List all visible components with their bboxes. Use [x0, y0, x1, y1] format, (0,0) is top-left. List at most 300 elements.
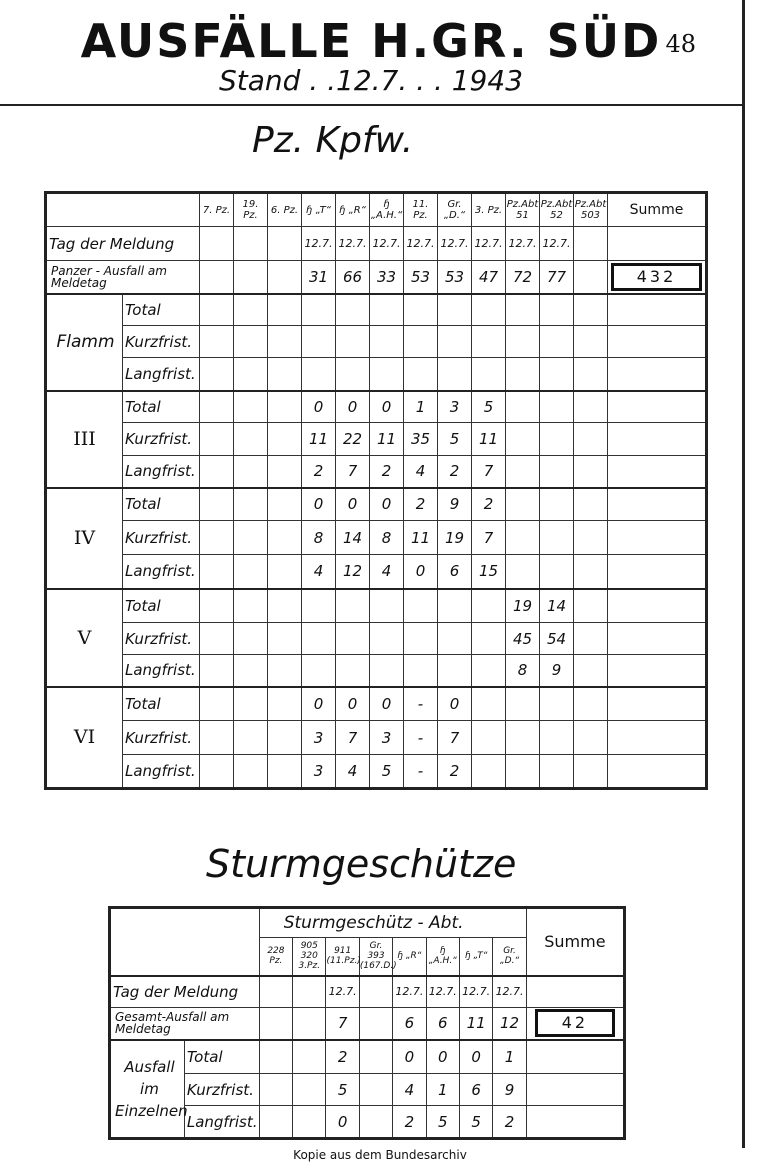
value-cell — [438, 623, 472, 655]
sub-label: Total — [123, 488, 200, 521]
group-label: V — [46, 589, 123, 687]
date-cell: 12.7. — [326, 976, 359, 1008]
column-header: 11. Pz. — [404, 193, 438, 227]
value-cell — [472, 294, 506, 326]
value-cell: 66 — [336, 261, 370, 294]
sum-cell — [526, 976, 624, 1008]
value-cell: 2 — [404, 488, 438, 521]
sturm-table — [108, 906, 626, 1140]
value-cell — [293, 1008, 326, 1040]
sub-label: Kurzfrist. — [123, 721, 200, 755]
value-cell: 0 — [459, 1040, 492, 1074]
value-cell: 3 — [302, 755, 336, 789]
sum-cell — [608, 555, 707, 589]
sub-label: Kurzfrist. — [184, 1074, 259, 1106]
value-cell — [336, 294, 370, 326]
value-cell — [574, 589, 608, 623]
value-cell — [268, 687, 302, 721]
value-cell — [234, 655, 268, 687]
value-cell — [234, 261, 268, 294]
report-date: Stand . .12.7. . . 1943 — [218, 64, 524, 97]
date-cell: 12.7. — [540, 227, 574, 261]
column-header: ɧ „R“ — [393, 938, 426, 976]
data-row — [46, 655, 707, 687]
value-cell: 47 — [472, 261, 506, 294]
value-cell: 5 — [459, 1106, 492, 1139]
value-cell — [302, 623, 336, 655]
value-cell: 0 — [404, 555, 438, 589]
value-cell — [472, 755, 506, 789]
value-cell — [370, 655, 404, 687]
document-title: AUSFÄLLE H.GR. SÜD — [80, 14, 662, 68]
value-cell — [200, 358, 234, 391]
value-cell — [268, 555, 302, 589]
value-cell: 9 — [493, 1074, 526, 1106]
value-cell: 19 — [506, 589, 540, 623]
value-cell: 0 — [426, 1040, 459, 1074]
value-cell — [359, 1074, 392, 1106]
value-cell — [259, 1106, 292, 1139]
date-cell — [574, 227, 608, 261]
value-cell: 0 — [336, 391, 370, 423]
value-cell — [200, 623, 234, 655]
value-cell — [574, 391, 608, 423]
value-cell — [336, 358, 370, 391]
value-cell — [438, 294, 472, 326]
value-cell: 4 — [336, 755, 370, 789]
column-header: ɧ „A.H.“ — [370, 193, 404, 227]
value-cell: - — [404, 687, 438, 721]
value-cell — [438, 358, 472, 391]
date-cell — [359, 976, 392, 1008]
value-cell — [574, 555, 608, 589]
date-cell — [234, 227, 268, 261]
value-cell — [234, 623, 268, 655]
value-cell — [574, 358, 608, 391]
value-cell — [200, 488, 234, 521]
value-cell — [370, 294, 404, 326]
value-cell: 7 — [472, 456, 506, 488]
value-cell — [506, 755, 540, 789]
data-row — [46, 326, 707, 358]
value-cell — [359, 1008, 392, 1040]
column-header: Pz.Abt 52 — [540, 193, 574, 227]
sub-label: Langfrist. — [184, 1106, 259, 1139]
value-cell — [293, 1074, 326, 1106]
sub-label: Total — [123, 294, 200, 326]
value-cell: 11 — [472, 423, 506, 456]
value-cell: 4 — [302, 555, 336, 589]
value-cell: - — [404, 721, 438, 755]
row-label: Tag der Meldung — [46, 227, 200, 261]
date-cell: 12.7. — [393, 976, 426, 1008]
value-cell — [293, 1106, 326, 1139]
value-cell — [234, 687, 268, 721]
sub-label: Kurzfrist. — [123, 326, 200, 358]
value-cell: 11 — [302, 423, 336, 456]
value-cell: 3 — [438, 391, 472, 423]
sum-cell — [526, 1074, 624, 1106]
value-cell — [200, 687, 234, 721]
value-cell: 0 — [326, 1106, 359, 1139]
value-cell — [472, 721, 506, 755]
value-cell — [200, 423, 234, 456]
value-cell — [404, 326, 438, 358]
value-cell: 8 — [370, 521, 404, 555]
data-row — [46, 687, 707, 721]
value-cell: 7 — [472, 521, 506, 555]
value-cell — [472, 589, 506, 623]
date-cell: 12.7. — [472, 227, 506, 261]
value-cell — [268, 623, 302, 655]
value-cell — [540, 358, 574, 391]
value-cell — [359, 1040, 392, 1074]
value-cell: 8 — [302, 521, 336, 555]
panzer-heading: Pz. Kpfw. — [252, 120, 414, 161]
value-cell: - — [404, 755, 438, 789]
value-cell — [506, 391, 540, 423]
panzer-table — [44, 191, 708, 790]
value-cell — [268, 294, 302, 326]
date-cell: 12.7. — [506, 227, 540, 261]
value-cell — [540, 488, 574, 521]
date-cell: 12.7. — [459, 976, 492, 1008]
value-cell — [404, 655, 438, 687]
value-cell — [336, 326, 370, 358]
value-cell: 15 — [472, 555, 506, 589]
sub-label: Total — [184, 1040, 259, 1074]
value-cell: 11 — [459, 1008, 492, 1040]
value-cell — [268, 456, 302, 488]
column-header: Pz.Abt 51 — [506, 193, 540, 227]
row-label: Panzer - Ausfall am Meldetag — [46, 261, 200, 294]
sum-cell — [608, 687, 707, 721]
value-cell: 31 — [302, 261, 336, 294]
value-cell — [472, 655, 506, 687]
sum-cell — [608, 721, 707, 755]
value-cell — [472, 326, 506, 358]
value-cell: 0 — [336, 488, 370, 521]
date-cell — [259, 976, 292, 1008]
sub-label: Langfrist. — [123, 555, 200, 589]
sum-cell — [608, 589, 707, 623]
sum-header: Summe — [526, 908, 624, 976]
corner-cell — [110, 908, 260, 976]
value-cell: 9 — [540, 655, 574, 687]
value-cell — [268, 589, 302, 623]
value-cell — [574, 721, 608, 755]
value-cell: 12 — [493, 1008, 526, 1040]
value-cell: 54 — [540, 623, 574, 655]
sub-label: Total — [123, 687, 200, 721]
sum-cell — [608, 391, 707, 423]
row-label: Tag der Meldung — [110, 976, 260, 1008]
value-cell — [200, 294, 234, 326]
value-cell — [506, 521, 540, 555]
date-cell: 12.7. — [493, 976, 526, 1008]
value-cell: 4 — [370, 555, 404, 589]
sub-label: Total — [123, 391, 200, 423]
value-cell: 53 — [404, 261, 438, 294]
value-cell: 0 — [370, 687, 404, 721]
value-cell — [540, 326, 574, 358]
value-cell: 7 — [336, 456, 370, 488]
value-cell — [574, 456, 608, 488]
value-cell — [540, 521, 574, 555]
value-cell: 2 — [493, 1106, 526, 1139]
sub-label: Langfrist. — [123, 655, 200, 687]
sum-cell — [608, 456, 707, 488]
value-cell — [370, 589, 404, 623]
value-cell — [574, 326, 608, 358]
value-cell — [268, 488, 302, 521]
date-cell: 12.7. — [302, 227, 336, 261]
value-cell — [200, 326, 234, 358]
value-cell — [302, 294, 336, 326]
ausfall-row — [46, 261, 707, 294]
column-header: 905 320 3.Pz. — [293, 938, 326, 976]
value-cell — [200, 261, 234, 294]
value-cell: 33 — [370, 261, 404, 294]
data-row — [46, 358, 707, 391]
column-header: 19. Pz. — [234, 193, 268, 227]
value-cell — [200, 655, 234, 687]
sum-cell — [608, 655, 707, 687]
value-cell — [234, 721, 268, 755]
value-cell: 2 — [326, 1040, 359, 1074]
value-cell — [302, 589, 336, 623]
data-row — [46, 423, 707, 456]
sum-cell — [526, 1040, 624, 1074]
sum-cell — [608, 755, 707, 789]
value-cell — [234, 555, 268, 589]
data-row — [46, 623, 707, 655]
sum-cell — [526, 1106, 624, 1139]
value-cell — [259, 1008, 292, 1040]
value-cell: 9 — [438, 488, 472, 521]
value-cell — [404, 623, 438, 655]
column-header: ɧ „T“ — [302, 193, 336, 227]
group-label: IV — [46, 488, 123, 589]
value-cell — [200, 755, 234, 789]
value-cell — [268, 423, 302, 456]
archive-footer: Kopie aus dem Bundesarchiv — [0, 1148, 760, 1162]
value-cell: 0 — [302, 488, 336, 521]
data-row — [46, 456, 707, 488]
value-cell: 0 — [302, 391, 336, 423]
value-cell — [404, 589, 438, 623]
value-cell: 2 — [438, 755, 472, 789]
column-header: ɧ „R“ — [336, 193, 370, 227]
value-cell — [302, 326, 336, 358]
value-cell — [574, 687, 608, 721]
value-cell — [506, 456, 540, 488]
data-row — [46, 555, 707, 589]
date-cell: 12.7. — [426, 976, 459, 1008]
value-cell: 0 — [438, 687, 472, 721]
value-cell — [540, 294, 574, 326]
value-cell: 0 — [393, 1040, 426, 1074]
value-cell: 1 — [404, 391, 438, 423]
value-cell: 3 — [370, 721, 404, 755]
sub-label: Langfrist. — [123, 456, 200, 488]
date-cell — [200, 227, 234, 261]
value-cell — [404, 294, 438, 326]
sum-cell — [608, 623, 707, 655]
date-cell — [293, 976, 326, 1008]
sum-cell — [608, 326, 707, 358]
value-cell — [404, 358, 438, 391]
value-cell — [540, 555, 574, 589]
sum-cell — [526, 1008, 624, 1040]
value-cell: 0 — [336, 687, 370, 721]
header-divider — [0, 104, 742, 106]
value-cell — [234, 589, 268, 623]
value-cell — [302, 358, 336, 391]
column-header: Gr. „D.“ — [438, 193, 472, 227]
value-cell — [540, 423, 574, 456]
value-cell: 0 — [370, 488, 404, 521]
value-cell — [574, 623, 608, 655]
value-cell — [540, 687, 574, 721]
sub-label: Kurzfrist. — [123, 623, 200, 655]
value-cell: 2 — [302, 456, 336, 488]
value-cell — [234, 456, 268, 488]
value-cell — [234, 294, 268, 326]
value-cell — [574, 755, 608, 789]
value-cell — [540, 456, 574, 488]
sum-cell — [608, 261, 707, 294]
value-cell — [472, 358, 506, 391]
data-row — [46, 521, 707, 555]
value-cell — [574, 488, 608, 521]
group-label: Ausfall im Einzelnen — [110, 1040, 185, 1139]
value-cell — [574, 423, 608, 456]
value-cell — [574, 521, 608, 555]
value-cell — [234, 521, 268, 555]
value-cell — [438, 655, 472, 687]
sum-cell — [608, 358, 707, 391]
sum-cell — [608, 227, 707, 261]
value-cell — [370, 623, 404, 655]
value-cell: 2 — [370, 456, 404, 488]
value-cell — [506, 358, 540, 391]
tag-row — [46, 227, 707, 261]
value-cell: 7 — [326, 1008, 359, 1040]
date-cell: 12.7. — [438, 227, 472, 261]
value-cell: 14 — [540, 589, 574, 623]
value-cell: 5 — [438, 423, 472, 456]
data-row — [110, 1040, 625, 1074]
sub-label: Kurzfrist. — [123, 423, 200, 456]
value-cell — [200, 589, 234, 623]
sub-label: Kurzfrist. — [123, 521, 200, 555]
value-cell — [200, 391, 234, 423]
value-cell — [574, 655, 608, 687]
value-cell — [268, 755, 302, 789]
sum-cell — [608, 488, 707, 521]
value-cell — [506, 555, 540, 589]
value-cell — [574, 294, 608, 326]
value-cell: 35 — [404, 423, 438, 456]
value-cell — [268, 326, 302, 358]
value-cell: 22 — [336, 423, 370, 456]
value-cell — [506, 721, 540, 755]
value-cell — [506, 326, 540, 358]
value-cell: 5 — [370, 755, 404, 789]
value-cell — [200, 555, 234, 589]
value-cell: 77 — [540, 261, 574, 294]
value-cell: 53 — [438, 261, 472, 294]
value-cell — [268, 261, 302, 294]
value-cell: 12 — [336, 555, 370, 589]
value-cell: 2 — [472, 488, 506, 521]
column-header: Pz.Abt 503 — [574, 193, 608, 227]
value-cell: 8 — [506, 655, 540, 687]
date-cell: 12.7. — [404, 227, 438, 261]
value-cell — [268, 391, 302, 423]
value-cell — [268, 721, 302, 755]
date-cell — [268, 227, 302, 261]
value-cell — [540, 721, 574, 755]
corner-cell — [46, 193, 200, 227]
column-header: ɧ „T“ — [459, 938, 492, 976]
value-cell — [506, 488, 540, 521]
value-cell: 0 — [370, 391, 404, 423]
value-cell — [472, 623, 506, 655]
sum-cell — [608, 521, 707, 555]
value-cell: 11 — [404, 521, 438, 555]
date-cell: 12.7. — [370, 227, 404, 261]
tag-row — [110, 976, 625, 1008]
value-cell: 4 — [393, 1074, 426, 1106]
column-header: 911 (11.Pz.) — [326, 938, 359, 976]
value-cell — [234, 358, 268, 391]
data-row — [46, 755, 707, 789]
row-label: Gesamt-Ausfall am Meldetag — [110, 1008, 260, 1040]
data-row — [46, 721, 707, 755]
value-cell — [540, 755, 574, 789]
value-cell: 7 — [336, 721, 370, 755]
group-label: III — [46, 391, 123, 488]
value-cell — [259, 1074, 292, 1106]
sturm-heading: Sturmgeschütze — [206, 842, 517, 886]
value-cell — [234, 423, 268, 456]
value-cell — [438, 589, 472, 623]
value-cell — [506, 294, 540, 326]
column-header: 7. Pz. — [200, 193, 234, 227]
value-cell — [293, 1040, 326, 1074]
value-cell — [370, 358, 404, 391]
data-row — [46, 294, 707, 326]
value-cell: 6 — [426, 1008, 459, 1040]
column-header: Gr. „D.“ — [493, 938, 526, 976]
data-row — [46, 488, 707, 521]
value-cell — [506, 423, 540, 456]
value-cell — [336, 655, 370, 687]
value-cell: 1 — [426, 1074, 459, 1106]
sum-cell — [608, 294, 707, 326]
column-header: 228 Pz. — [259, 938, 292, 976]
header-row — [46, 193, 707, 227]
value-cell: 5 — [426, 1106, 459, 1139]
value-cell: 5 — [472, 391, 506, 423]
sub-label: Langfrist. — [123, 358, 200, 391]
value-cell — [234, 391, 268, 423]
data-row — [46, 589, 707, 623]
value-cell: 19 — [438, 521, 472, 555]
data-row — [46, 391, 707, 423]
